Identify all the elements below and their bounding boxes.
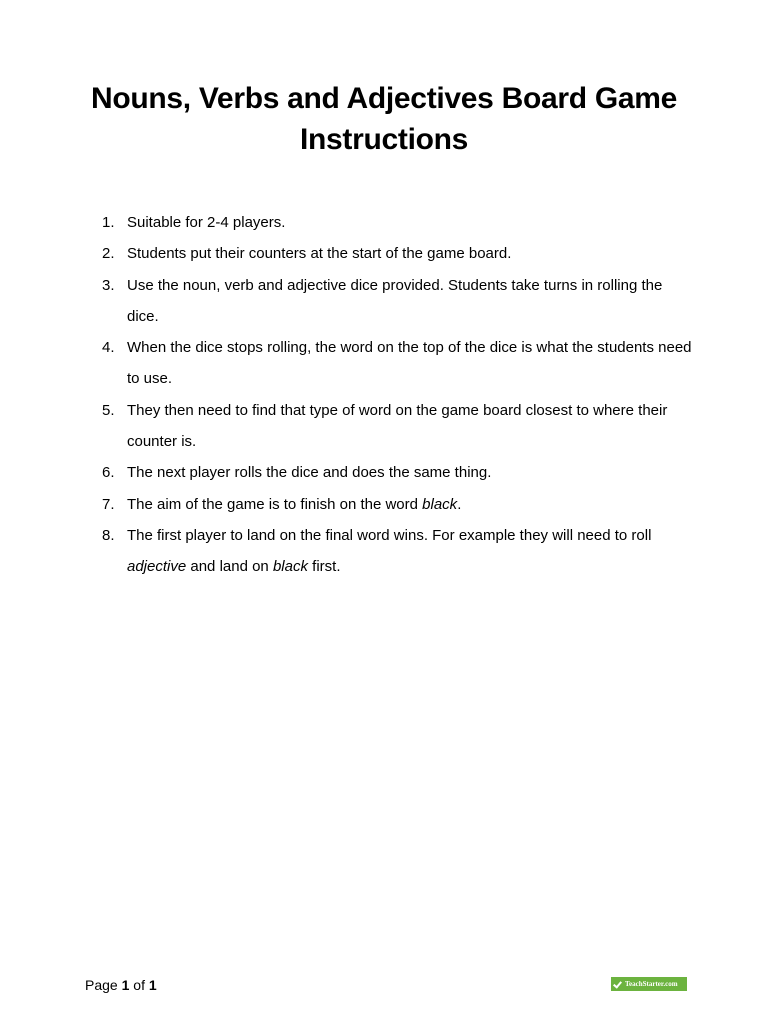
instruction-number: 1. <box>102 214 115 231</box>
instruction-text-run: When the dice stops rolling, the word on the top of the dice is what the students need to use. <box>127 339 692 388</box>
instruction-text <box>127 270 696 333</box>
instruction-number: 6. <box>102 464 115 482</box>
instruction-number: 2. <box>102 245 115 263</box>
page-current: 1 <box>121 977 130 993</box>
emphasized-word: black <box>272 558 308 576</box>
instruction-text <box>127 207 696 238</box>
instruction-item <box>96 395 696 458</box>
instruction-text-run: Suitable for 2-4 players. <box>127 214 286 231</box>
instruction-number: 4. <box>102 339 115 357</box>
instruction-text <box>127 489 696 520</box>
instruction-number: 8. <box>102 526 115 544</box>
instruction-text <box>127 457 696 488</box>
page-of: of <box>133 977 145 993</box>
instruction-text <box>127 238 696 269</box>
instruction-text-run: and land on <box>186 558 273 576</box>
instruction-text-run: The next player rolls the dice and does the same thing. <box>127 464 492 482</box>
instruction-item <box>96 238 696 269</box>
instruction-item <box>96 332 696 395</box>
check-icon <box>614 980 622 988</box>
instruction-text-run: The first player to land on the final word wins. For example they will need to roll <box>127 526 652 544</box>
instruction-item <box>96 270 696 333</box>
instructions-list <box>96 207 696 583</box>
instruction-number: 3. <box>102 276 115 294</box>
page-total: 1 <box>148 977 157 993</box>
instruction-text <box>127 395 696 458</box>
logo-text: TeachStarter.com <box>625 980 678 988</box>
page-label: Page <box>85 977 118 993</box>
instruction-item <box>96 207 696 238</box>
instruction-number: 5. <box>102 401 115 419</box>
instruction-item <box>96 489 696 520</box>
instruction-text-run: first. <box>307 558 341 576</box>
document-title <box>40 78 728 160</box>
instruction-text-run: Use the noun, verb and adjective dice provided. Students take turns in rolling the dice. <box>127 276 663 325</box>
instruction-text <box>127 332 696 395</box>
instruction-item <box>96 457 696 488</box>
title-line-1: Nouns, Verbs and Adjectives Board Game <box>90 82 677 115</box>
instruction-number: 7. <box>102 495 115 513</box>
instruction-item <box>96 520 696 583</box>
page-number <box>85 975 157 995</box>
instruction-text <box>127 520 696 583</box>
teachstarter-logo <box>611 977 687 991</box>
title-line-2: Instructions <box>299 123 469 156</box>
instruction-text-run: Students put their counters at the start of the game board. <box>127 245 512 263</box>
emphasized-word: black <box>422 495 458 513</box>
instruction-text-run: . <box>457 495 462 513</box>
instruction-text-run: They then need to find that type of word on the game board closest to where their counter is. <box>127 401 668 451</box>
instruction-text-run: The aim of the game is to finish on the word <box>127 495 423 513</box>
emphasized-word: adjective <box>127 558 187 576</box>
